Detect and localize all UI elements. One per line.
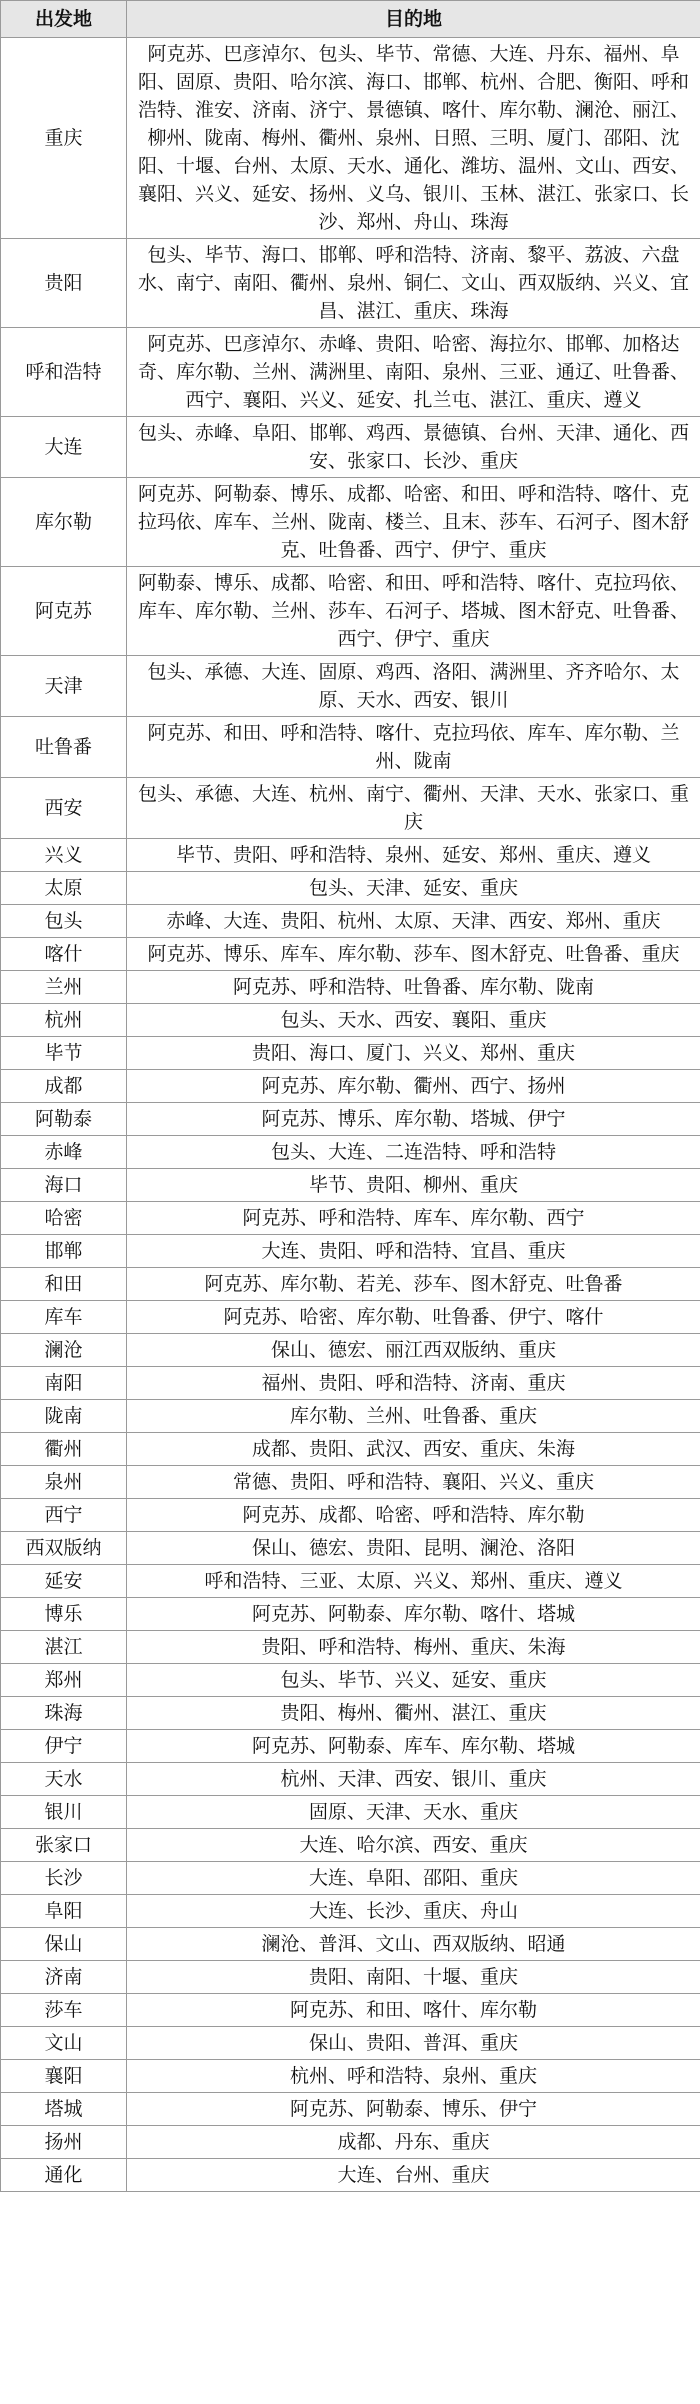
destinations-cell: 贵阳、海口、厦门、兴义、郑州、重庆 [127,1037,700,1070]
origin-cell: 天津 [1,656,127,717]
table-row [1,1433,700,1466]
destinations-cell: 阿克苏、巴彦淖尔、包头、毕节、常德、大连、丹东、福州、阜阳、固原、贵阳、哈尔滨、海口、邯郸、杭州、合肥、衡阳、呼和浩特、淮安、济南、济宁、景德镇、喀什、库尔勒、澜沧、丽江、柳州、陇南、梅州、衢州、泉州、日照、三明、厦门、邵阳、沈阳、十堰、台州、太原、天水、通化、潍坊、温州、文山、西安、襄阳、兴义、延安、扬州、义乌、银川、玉林、湛江、张家口、长沙、郑州、舟山、珠海 [127,38,700,239]
origin-cell: 扬州 [1,2126,127,2159]
destinations-cell: 阿勒泰、博乐、成都、哈密、和田、呼和浩特、喀什、克拉玛依、库车、库尔勒、兰州、莎车、石河子、塔城、图木舒克、吐鲁番、西宁、伊宁、重庆 [127,567,700,656]
origin-cell: 海口 [1,1169,127,1202]
destinations-cell: 包头、天津、延安、重庆 [127,872,700,905]
table-row [1,717,700,778]
origin-cell: 塔城 [1,2093,127,2126]
table-row [1,1268,700,1301]
origin-cell: 贵阳 [1,239,127,328]
origin-cell: 银川 [1,1796,127,1829]
table-row [1,1631,700,1664]
origin-cell: 莎车 [1,1994,127,2027]
table-row [1,656,700,717]
table-row [1,1763,700,1796]
destinations-cell: 毕节、贵阳、柳州、重庆 [127,1169,700,1202]
destinations-cell: 贵阳、南阳、十堰、重庆 [127,1961,700,1994]
table-row [1,1103,700,1136]
origin-cell: 延安 [1,1565,127,1598]
table-row [1,1466,700,1499]
origin-cell: 张家口 [1,1829,127,1862]
origin-cell: 珠海 [1,1697,127,1730]
origin-cell: 泉州 [1,1466,127,1499]
destinations-cell: 赤峰、大连、贵阳、杭州、太原、天津、西安、郑州、重庆 [127,905,700,938]
origin-cell: 邯郸 [1,1235,127,1268]
table-row [1,1235,700,1268]
origin-cell: 南阳 [1,1367,127,1400]
table-row [1,1697,700,1730]
destinations-cell: 杭州、天津、西安、银川、重庆 [127,1763,700,1796]
table-row [1,478,700,567]
destinations-cell: 包头、承德、大连、固原、鸡西、洛阳、满洲里、齐齐哈尔、太原、天水、西安、银川 [127,656,700,717]
origin-cell: 郑州 [1,1664,127,1697]
origin-cell: 哈密 [1,1202,127,1235]
destinations-cell: 阿克苏、库尔勒、若羌、莎车、图木舒克、吐鲁番 [127,1268,700,1301]
destinations-cell: 保山、德宏、丽江西双版纳、重庆 [127,1334,700,1367]
origin-cell: 喀什 [1,938,127,971]
table-row [1,1301,700,1334]
header-origin: 出发地 [1,1,127,38]
table-row [1,938,700,971]
header-destinations: 目的地 [127,1,700,38]
destinations-cell: 阿克苏、呼和浩特、吐鲁番、库尔勒、陇南 [127,971,700,1004]
destinations-cell: 阿克苏、和田、喀什、库尔勒 [127,1994,700,2027]
destinations-cell: 阿克苏、阿勒泰、博乐、成都、哈密、和田、呼和浩特、喀什、克拉玛依、库车、兰州、陇南、楼兰、且末、莎车、石河子、图木舒克、吐鲁番、西宁、伊宁、重庆 [127,478,700,567]
origin-cell: 和田 [1,1268,127,1301]
table-row [1,1928,700,1961]
origin-cell: 兰州 [1,971,127,1004]
table-row [1,872,700,905]
destinations-cell: 阿克苏、博乐、库车、库尔勒、莎车、图木舒克、吐鲁番、重庆 [127,938,700,971]
destinations-cell: 澜沧、普洱、文山、西双版纳、昭通 [127,1928,700,1961]
destinations-cell: 阿克苏、博乐、库尔勒、塔城、伊宁 [127,1103,700,1136]
table-row [1,417,700,478]
origin-cell: 库尔勒 [1,478,127,567]
origin-cell: 陇南 [1,1400,127,1433]
origin-cell: 毕节 [1,1037,127,1070]
destinations-cell: 大连、哈尔滨、西安、重庆 [127,1829,700,1862]
destinations-cell: 阿克苏、阿勒泰、博乐、伊宁 [127,2093,700,2126]
origin-cell: 包头 [1,905,127,938]
table-row [1,2126,700,2159]
table-row [1,1136,700,1169]
destinations-cell: 阿克苏、呼和浩特、库车、库尔勒、西宁 [127,1202,700,1235]
table-body [1,38,700,2192]
origin-cell: 文山 [1,2027,127,2060]
table-row [1,1004,700,1037]
destinations-cell: 阿克苏、库尔勒、衢州、西宁、扬州 [127,1070,700,1103]
destinations-cell: 保山、贵阳、普洱、重庆 [127,2027,700,2060]
origin-cell: 阿克苏 [1,567,127,656]
table-row [1,905,700,938]
destinations-cell: 包头、毕节、海口、邯郸、呼和浩特、济南、黎平、荔波、六盘水、南宁、南阳、衢州、泉州、铜仁、文山、西双版纳、兴义、宜昌、湛江、重庆、珠海 [127,239,700,328]
origin-cell: 长沙 [1,1862,127,1895]
table-row [1,778,700,839]
destinations-cell: 包头、承德、大连、杭州、南宁、衢州、天津、天水、张家口、重庆 [127,778,700,839]
table-row [1,38,700,239]
origin-cell: 阜阳 [1,1895,127,1928]
origin-cell: 博乐 [1,1598,127,1631]
origin-cell: 通化 [1,2159,127,2192]
destinations-cell: 包头、赤峰、阜阳、邯郸、鸡西、景德镇、台州、天津、通化、西安、张家口、长沙、重庆 [127,417,700,478]
table-row [1,2159,700,2192]
table-row [1,1796,700,1829]
destinations-cell: 成都、丹东、重庆 [127,2126,700,2159]
destinations-cell: 阿克苏、哈密、库尔勒、吐鲁番、伊宁、喀什 [127,1301,700,1334]
table-row [1,1367,700,1400]
table-row [1,1895,700,1928]
destinations-cell: 杭州、呼和浩特、泉州、重庆 [127,2060,700,2093]
table-row [1,1664,700,1697]
destinations-cell: 毕节、贵阳、呼和浩特、泉州、延安、郑州、重庆、遵义 [127,839,700,872]
origin-cell: 西双版纳 [1,1532,127,1565]
origin-cell: 大连 [1,417,127,478]
table-row [1,1994,700,2027]
table-row [1,1202,700,1235]
table-row [1,1598,700,1631]
destinations-cell: 大连、台州、重庆 [127,2159,700,2192]
origin-cell: 吐鲁番 [1,717,127,778]
origin-cell: 赤峰 [1,1136,127,1169]
table-row [1,1169,700,1202]
table-row [1,1862,700,1895]
origin-cell: 西宁 [1,1499,127,1532]
table-row [1,1730,700,1763]
origin-cell: 湛江 [1,1631,127,1664]
destinations-cell: 大连、阜阳、邵阳、重庆 [127,1862,700,1895]
destinations-cell: 福州、贵阳、呼和浩特、济南、重庆 [127,1367,700,1400]
table-row [1,1565,700,1598]
table-row [1,239,700,328]
origin-cell: 库车 [1,1301,127,1334]
table-row [1,1334,700,1367]
table-row [1,567,700,656]
table-row [1,1829,700,1862]
origin-cell: 济南 [1,1961,127,1994]
destinations-cell: 包头、天水、西安、襄阳、重庆 [127,1004,700,1037]
destinations-cell: 贵阳、呼和浩特、梅州、重庆、朱海 [127,1631,700,1664]
table-row [1,971,700,1004]
destinations-cell: 阿克苏、和田、呼和浩特、喀什、克拉玛依、库车、库尔勒、兰州、陇南 [127,717,700,778]
origin-cell: 伊宁 [1,1730,127,1763]
destinations-cell: 阿克苏、巴彦淖尔、赤峰、贵阳、哈密、海拉尔、邯郸、加格达奇、库尔勒、兰州、满洲里、南阳、泉州、三亚、通辽、吐鲁番、西宁、襄阳、兴义、延安、扎兰屯、湛江、重庆、遵义 [127,328,700,417]
origin-cell: 重庆 [1,38,127,239]
origin-cell: 兴义 [1,839,127,872]
destinations-cell: 包头、大连、二连浩特、呼和浩特 [127,1136,700,1169]
table-row [1,1070,700,1103]
table-row [1,2027,700,2060]
destinations-cell: 呼和浩特、三亚、太原、兴义、郑州、重庆、遵义 [127,1565,700,1598]
destinations-cell: 大连、长沙、重庆、舟山 [127,1895,700,1928]
table-row [1,2060,700,2093]
destinations-cell: 阿克苏、阿勒泰、库尔勒、喀什、塔城 [127,1598,700,1631]
destinations-cell: 保山、德宏、贵阳、昆明、澜沧、洛阳 [127,1532,700,1565]
destinations-cell: 成都、贵阳、武汉、西安、重庆、朱海 [127,1433,700,1466]
destinations-cell: 阿克苏、阿勒泰、库车、库尔勒、塔城 [127,1730,700,1763]
table-row [1,1400,700,1433]
destinations-cell: 固原、天津、天水、重庆 [127,1796,700,1829]
table-row [1,2093,700,2126]
table-row [1,1532,700,1565]
destinations-cell: 贵阳、梅州、衢州、湛江、重庆 [127,1697,700,1730]
origin-cell: 衢州 [1,1433,127,1466]
destinations-cell: 常德、贵阳、呼和浩特、襄阳、兴义、重庆 [127,1466,700,1499]
destinations-cell: 大连、贵阳、呼和浩特、宜昌、重庆 [127,1235,700,1268]
origin-cell: 西安 [1,778,127,839]
destinations-cell: 库尔勒、兰州、吐鲁番、重庆 [127,1400,700,1433]
table-header-row [1,1,700,38]
origin-cell: 天水 [1,1763,127,1796]
table-row [1,328,700,417]
origin-cell: 杭州 [1,1004,127,1037]
table-row [1,1499,700,1532]
destinations-cell: 阿克苏、成都、哈密、呼和浩特、库尔勒 [127,1499,700,1532]
table-row [1,839,700,872]
origin-cell: 呼和浩特 [1,328,127,417]
origin-cell: 成都 [1,1070,127,1103]
origin-cell: 保山 [1,1928,127,1961]
destinations-cell: 包头、毕节、兴义、延安、重庆 [127,1664,700,1697]
table-row [1,1037,700,1070]
table-row [1,1961,700,1994]
origin-cell: 襄阳 [1,2060,127,2093]
origin-cell: 阿勒泰 [1,1103,127,1136]
origin-cell: 澜沧 [1,1334,127,1367]
origin-cell: 太原 [1,872,127,905]
